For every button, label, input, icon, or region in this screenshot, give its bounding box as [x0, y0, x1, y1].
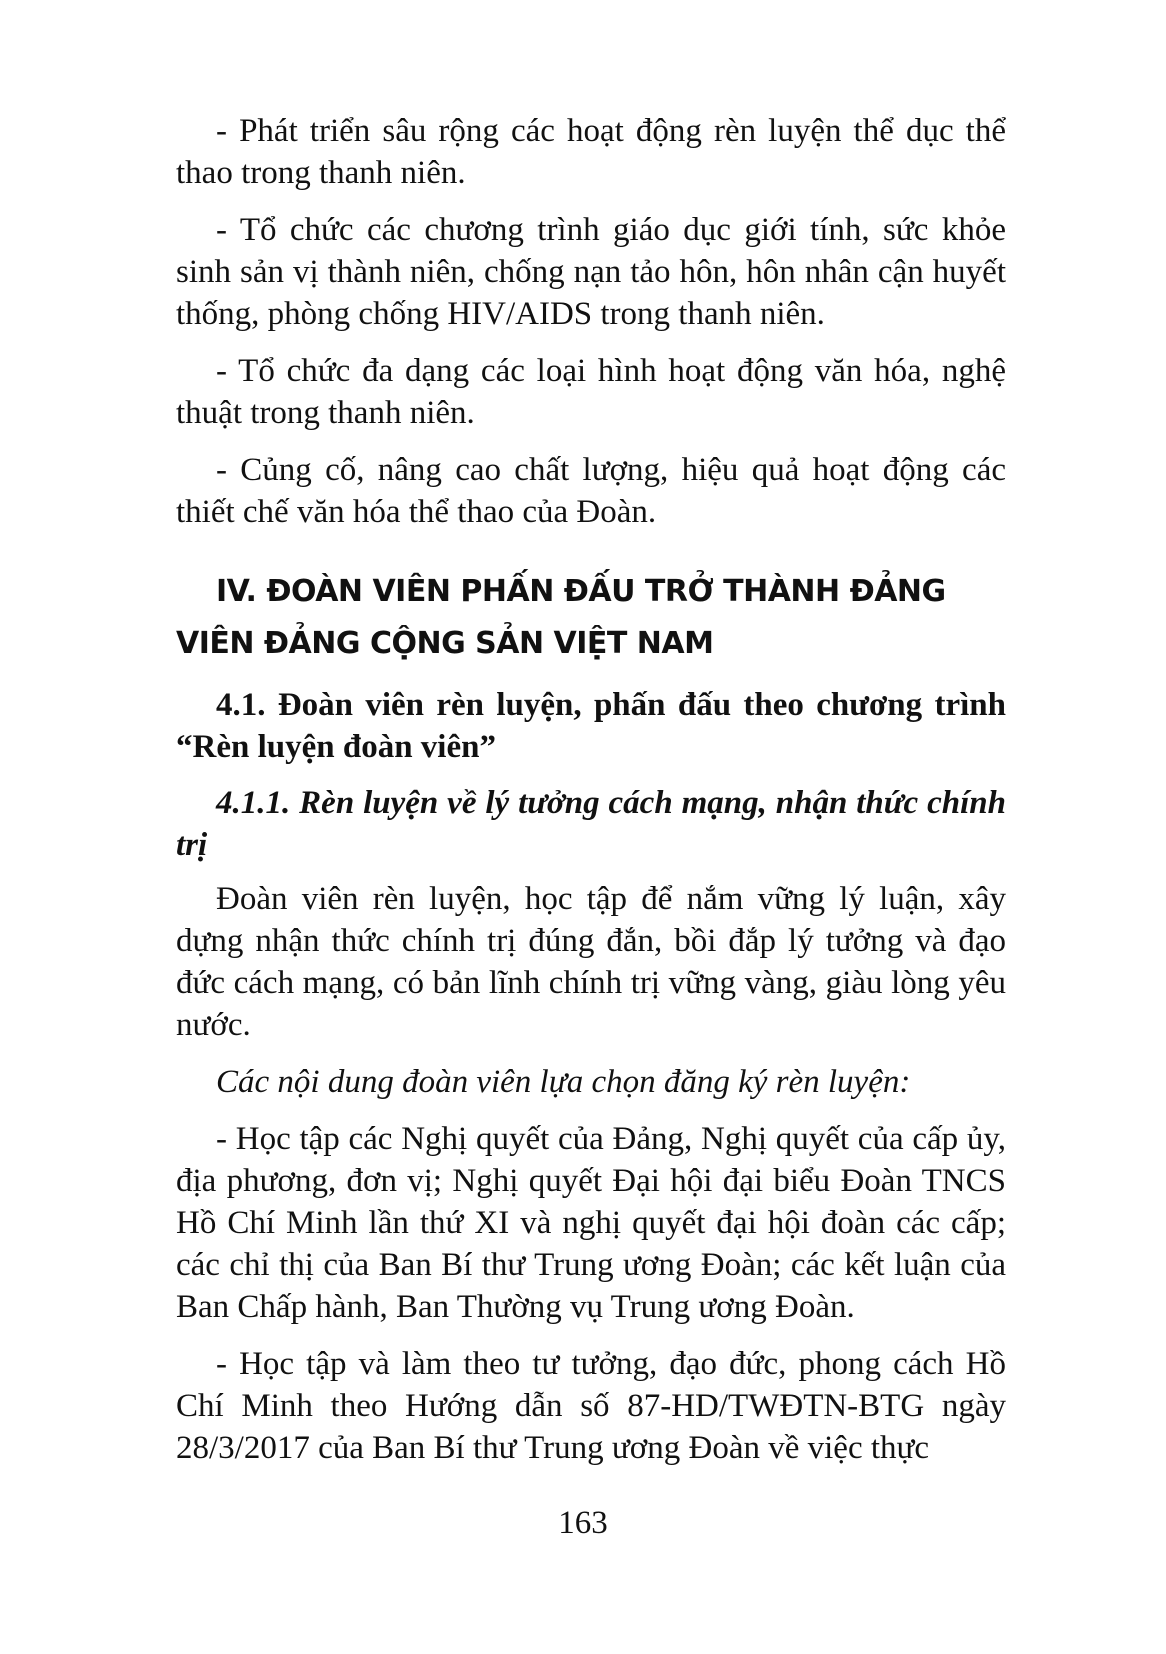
bullet-paragraph-cultural-institutions: - Củng cố, nâng cao chất lượng, hiệu quả hoạt động các thiết chế văn hóa thể thao của Đoàn. — [176, 452, 1006, 530]
body-intro-paragraph: Đoàn viên rèn luyện, học tập để nắm vững lý luận, xây dựng nhận thức chính trị đúng đắn, bồi đắp lý tưởng và đạo đức cách mạng, có bản lĩnh chính trị vững vàng, giàu lòng yêu nước. — [176, 881, 1006, 1043]
italic-lead-line: Các nội dung đoàn viên lựa chọn đăng ký rèn luyện: — [216, 1064, 911, 1100]
bullet-paragraph-sports: - Phát triển sâu rộng các hoạt động rèn luyện thể dục thể thao trong thanh niên. — [176, 113, 1006, 191]
subsubsection-heading: 4.1.1. Rèn luyện về lý tưởng cách mạng, nhận thức chính trị — [176, 785, 1006, 863]
bullet-paragraph-resolutions: - Học tập các Nghị quyết của Đảng, Nghị quyết của cấp ủy, địa phương, đơn vị; Nghị quyết Đại hội đại biểu Đoàn TNCS Hồ Chí Minh lần thứ XI và nghị quyết đại hội đoàn các cấp; các chỉ thị của Ban Bí thư Trung ương Đoàn; các kết luận của Ban Chấp hành, Ban Thường vụ Trung ương Đoàn. — [176, 1121, 1006, 1325]
page-number: 163 — [558, 1505, 608, 1541]
section-heading: IV. ĐOÀN VIÊN PHẤN ĐẤU TRỞ THÀNH ĐẢNG VIÊN ĐẢNG CỘNG SẢN VIỆT NAM — [176, 574, 946, 661]
bullet-paragraph-culture-arts: - Tổ chức đa dạng các loại hình hoạt động văn hóa, nghệ thuật trong thanh niên. — [176, 353, 1006, 431]
subsection-heading: 4.1. Đoàn viên rèn luyện, phấn đấu theo chương trình “Rèn luyện đoàn viên” — [176, 687, 1006, 765]
page-content — [176, 110, 1006, 1484]
bullet-paragraph-ho-chi-minh: - Học tập và làm theo tư tưởng, đạo đức, phong cách Hồ Chí Minh theo Hướng dẫn số 87-HD/TWĐTN-BTG ngày 28/3/2017 của Ban Bí thư Trung ương Đoàn về việc thực — [176, 1346, 1006, 1466]
bullet-paragraph-health-education: - Tổ chức các chương trình giáo dục giới tính, sức khỏe sinh sản vị thành niên, chống nạn tảo hôn, hôn nhân cận huyết thống, phòng chống HIV/AIDS trong thanh niên. — [176, 212, 1006, 332]
